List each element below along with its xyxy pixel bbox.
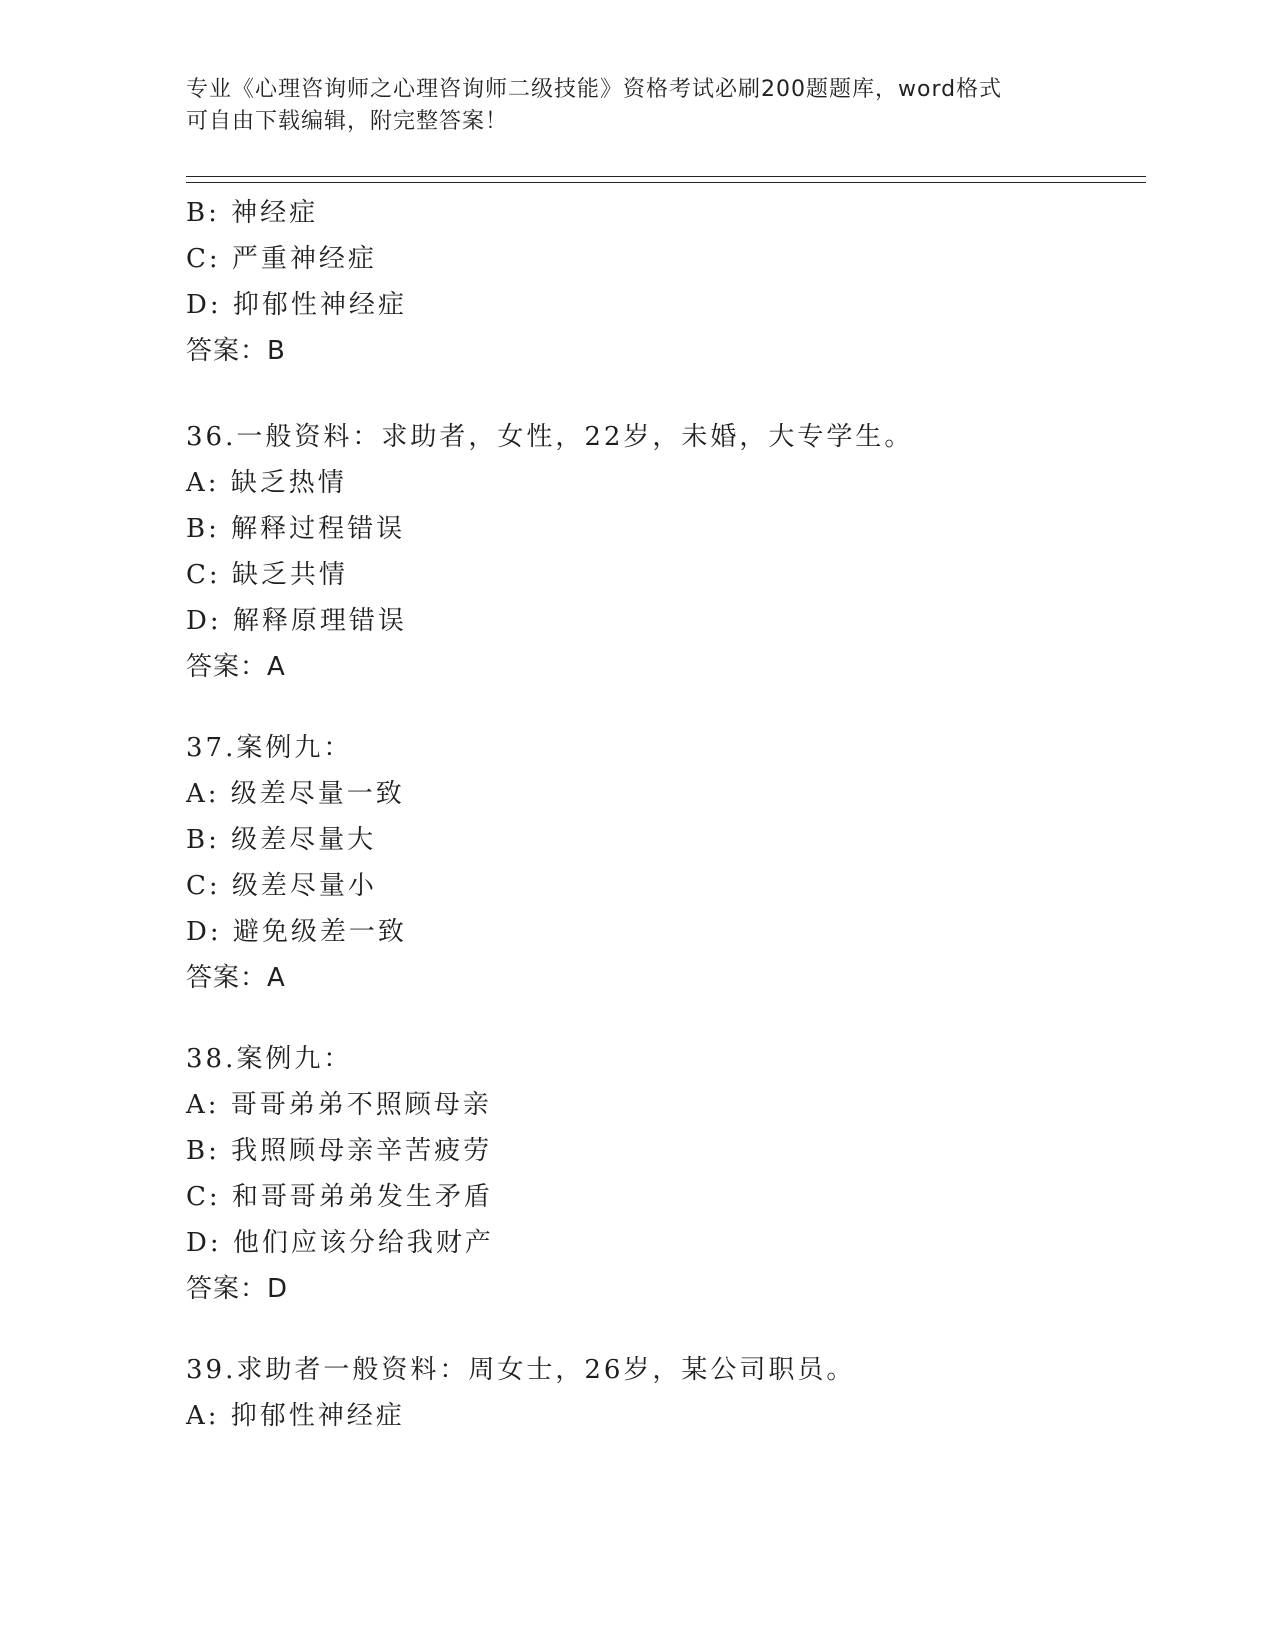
question-stem: 39.求助者一般资料：周女士，26岁，某公司职员。 [186, 1355, 856, 1385]
option-a: A: 级差尽量一致 [186, 779, 405, 809]
question-38 [186, 1036, 1146, 1312]
document-body [186, 190, 1146, 1439]
header-title-line-2: 可自由下载编辑，附完整答案！ [186, 109, 509, 134]
question-stem: 38.案例九： [186, 1044, 353, 1074]
answer-label: 答案：A [186, 963, 286, 993]
option-d: D: 避免级差一致 [186, 917, 407, 947]
question-stem: 36.一般资料：求助者，女性，22岁，未婚，大专学生。 [186, 422, 914, 452]
spacer [186, 374, 1146, 414]
option-c: C: 级差尽量小 [186, 871, 377, 901]
option-b: B: 级差尽量大 [186, 825, 377, 855]
option-c: C: 和哥哥弟弟发生矛盾 [186, 1182, 493, 1212]
document-header [186, 74, 1086, 138]
option-b: B: 我照顾母亲辛苦疲劳 [186, 1136, 493, 1166]
question-stem: 37.案例九： [186, 733, 353, 763]
option-a: A: 哥哥弟弟不照顾母亲 [186, 1090, 492, 1120]
question-37 [186, 725, 1146, 1001]
answer-label: 答案：D [186, 1274, 289, 1304]
header-title-line-1: 专业《心理咨询师之心理咨询师二级技能》资格考试必刷200题题库，word格式 [186, 77, 1003, 102]
spacer [186, 690, 1146, 725]
option-b: B: 神经症 [186, 198, 319, 228]
answer-label: 答案：B [186, 336, 286, 366]
option-a: A: 缺乏热情 [186, 468, 347, 498]
header-rule-top [186, 176, 1146, 177]
answer-label: 答案：A [186, 652, 286, 682]
option-a: A: 抑郁性神经症 [186, 1401, 405, 1431]
question-39 [186, 1347, 1146, 1439]
spacer [186, 1312, 1146, 1347]
option-d: D: 抑郁性神经症 [186, 290, 407, 320]
question-36 [186, 414, 1146, 690]
option-d: D: 他们应该分给我财产 [186, 1228, 494, 1258]
header-rule-bottom [186, 182, 1146, 183]
option-b: B: 解释过程错误 [186, 514, 406, 544]
question-35-continuation [186, 190, 1146, 374]
option-d: D: 解释原理错误 [186, 606, 407, 636]
option-c: C: 缺乏共情 [186, 560, 348, 590]
spacer [186, 1001, 1146, 1036]
option-c: C: 严重神经症 [186, 244, 377, 274]
